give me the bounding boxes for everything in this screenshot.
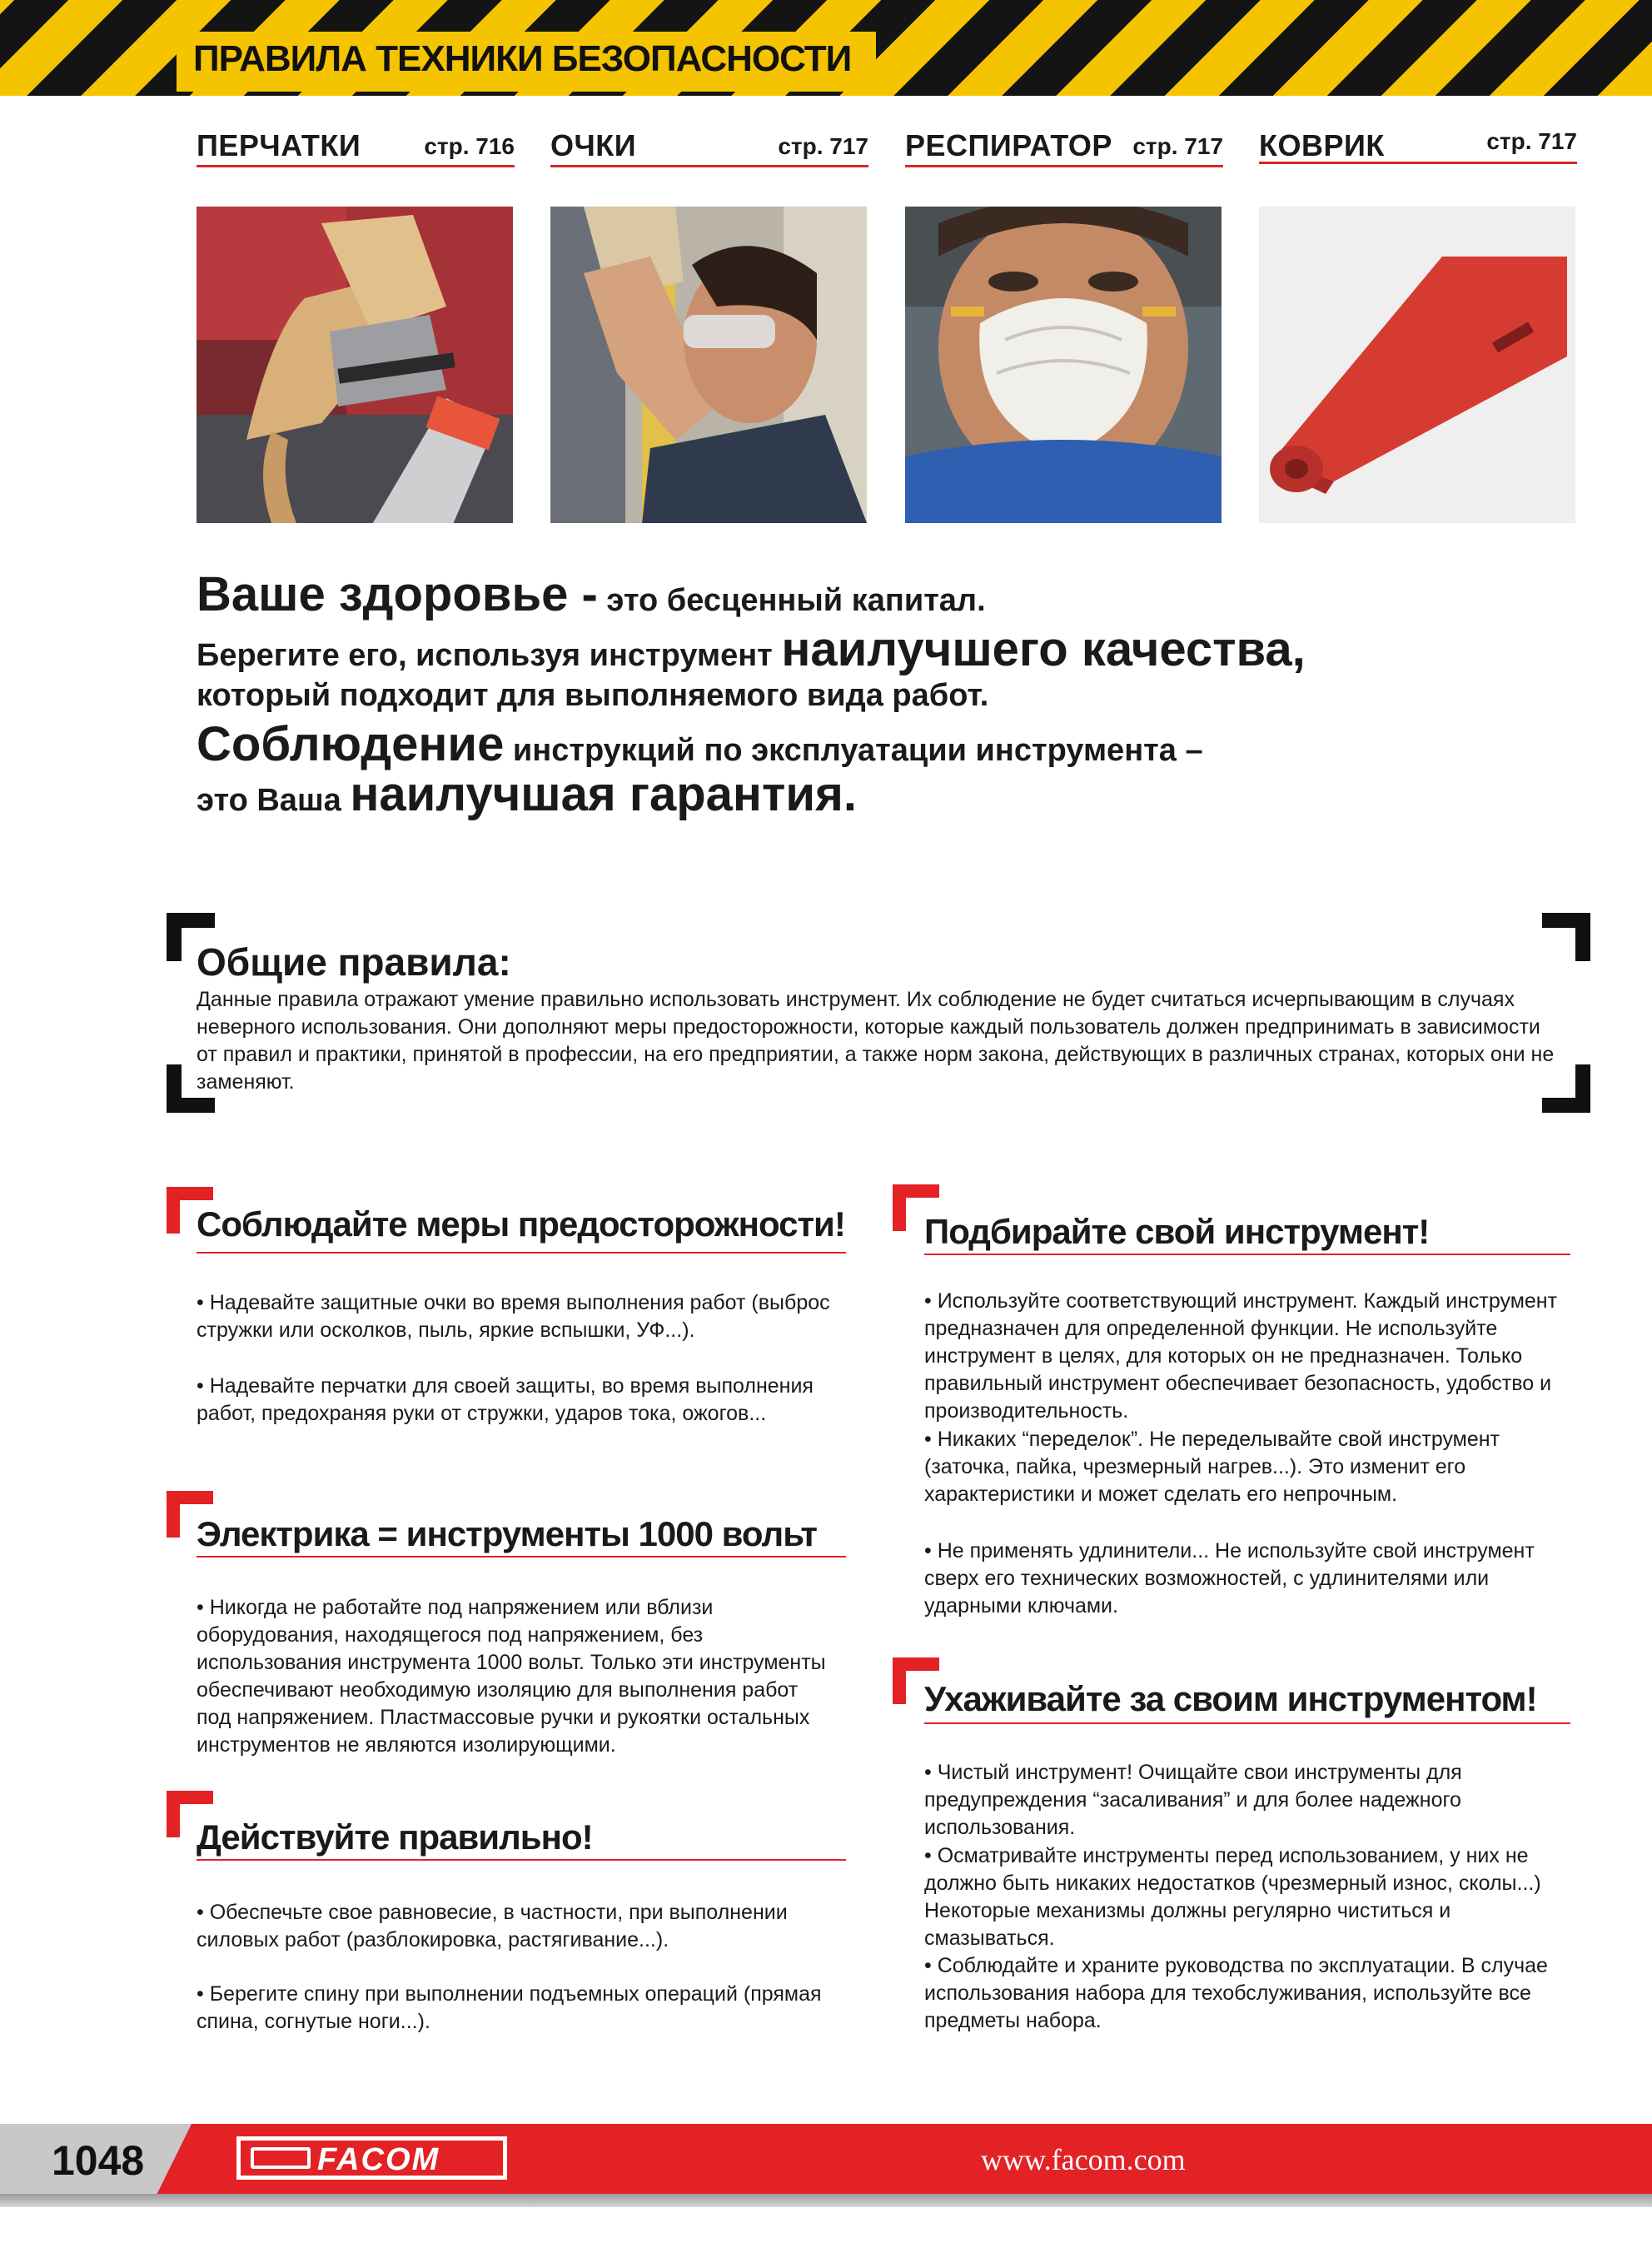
section-underline	[924, 1254, 1570, 1255]
product-heading-mat	[1259, 122, 1577, 164]
slogan-line-4	[197, 716, 1203, 772]
product-heading-goggles	[550, 125, 868, 167]
website-link[interactable]: www.facom.com	[981, 2143, 1186, 2176]
list-item-text: Никогда не работайте под напряжением или вблизи оборудования, находящегося под напряжением, без использования инструмента 1000 вольт. Только эти инструменты обеспечивают необходимую изоляцию для выполнения работ под напряжением. Пластмассовые ручки и рукоятки остальных инструментов не являются изолирующими.	[197, 1596, 826, 1757]
list-item: • Надевайте защитные очки во время выполнения работ (выброс стружки или осколков, пыль, яркие вспышки, УФ...).	[197, 1291, 830, 1342]
product-name: РЕСПИРАТОР	[905, 128, 1112, 162]
slogan-line-5	[197, 766, 857, 822]
product-page-ref: стр. 717	[778, 133, 868, 159]
list-item-text: Используйте соответствующий инструмент. Каждый инструмент предназначен для определенной функции. Не используйте инструмент в целях, для которых он не предназначен. Только правильный инструмент обеспечивает безопасность, удобство и производительность.	[924, 1289, 1558, 1423]
product-page-ref: стр. 717	[1132, 133, 1223, 159]
section-title-care: Ухаживайте за своим инструментом!	[924, 1679, 1537, 1718]
list-item-text: Соблюдайте и храните руководства по эксплуатации. В случае использования набора для техобслуживания, используйте все предметы набора.	[924, 1954, 1548, 2032]
section-underline	[197, 1556, 846, 1558]
list-item: • Чистый инструмент! Очищайте свои инструменты для предупреждения “засаливания” и для более надежного использования.	[924, 1761, 1462, 1839]
brand-name: FACOM	[317, 2142, 440, 2177]
product-name: ПЕРЧАТКИ	[197, 128, 361, 162]
general-rules-title: Общие правила:	[197, 940, 511, 984]
section-title-precautions: Соблюдайте меры предосторожности!	[197, 1204, 845, 1244]
list-item: • Используйте соответствующий инструмент. Каждый инструмент предназначен для определенной функции. Не используйте инструмент в целях, для которых он не предназначен. Только правильный инструмент обеспечивает безопасность, удобство и производительность.	[924, 1289, 1558, 1423]
corner-mark-top-right	[1542, 913, 1590, 961]
slogan-emphasis: Ваше здоровье -	[197, 567, 598, 621]
list-item: • Никаких “переделок”. Не переделывайте свой инструмент (заточка, пайка, чрезмерный нагрев...). Это изменит его характеристики и может сделать его непрочным.	[924, 1428, 1500, 1506]
slogan-text: Берегите его, используя инструмент	[197, 638, 782, 673]
list-item-text: Надевайте защитные очки во время выполнения работ (выброс стружки или осколков, пыль, яркие вспышки, УФ...).	[197, 1291, 830, 1342]
list-item: • Осматривайте инструменты перед использованием, у них не должно быть никаких недостатков (чрезмерный износ, сколы...) Некоторые механизмы должны регулярно чиститься и смазываться.	[924, 1844, 1541, 1950]
slogan-emphasis: Соблюдение	[197, 717, 505, 771]
goggles-photo	[550, 207, 867, 523]
section-underline	[197, 1859, 846, 1861]
section-title-electric: Электрика = инструменты 1000 вольт	[197, 1514, 817, 1553]
product-name: КОВРИК	[1259, 128, 1385, 162]
facom-logo	[236, 2136, 507, 2180]
list-item: • Соблюдайте и храните руководства по эксплуатации. В случае использования набора для техобслуживания, используйте все предметы набора.	[924, 1954, 1548, 2032]
list-item: • Обеспечьте свое равновесие, в частности, при выполнении силовых работ (разблокировка, растягивание...).	[197, 1901, 788, 1951]
product-heading-gloves	[197, 125, 515, 167]
list-item: • Надевайте перчатки для своей защиты, во время выполнения работ, предохраняя руки от стружки, ударов тока, ожогов...	[197, 1374, 814, 1425]
product-heading-respirator	[905, 125, 1223, 167]
list-item-text: Берегите спину при выполнении подъемных операций (прямая спина, согнутые ноги...).	[197, 1982, 822, 2033]
list-item-text: Осматривайте инструменты перед использованием, у них не должно быть никаких недостатков (чрезмерный износ, сколы...) Некоторые механизмы должны регулярно чиститься и смазываться.	[924, 1844, 1541, 1950]
product-name: ОЧКИ	[550, 128, 637, 162]
gloves-photo	[197, 207, 513, 523]
list-item-text: Чистый инструмент! Очищайте свои инструменты для предупреждения “засаливания” и для более надежного использования.	[924, 1761, 1462, 1839]
slogan-text: который подходит для выполняемого вида работ.	[197, 678, 989, 713]
slogan-line-2	[197, 621, 1306, 677]
list-item: • Никогда не работайте под напряжением или вблизи оборудования, находящегося под напряжением, без использования инструмента 1000 вольт. Только эти инструменты обеспечивают необходимую изоляцию для выполнения работ под напряжением. Пластмассовые ручки и рукоятки остальных инструментов не являются изолирующими.	[197, 1596, 826, 1757]
mat-photo	[1259, 207, 1575, 523]
slogan-text: это Ваша	[197, 783, 351, 818]
slogan-emphasis: наилучшая гарантия.	[350, 767, 857, 821]
section-underline	[197, 1252, 846, 1254]
slogan-line-3	[197, 678, 988, 714]
list-item-text: Никаких “переделок”. Не переделывайте свой инструмент (заточка, пайка, чрезмерный нагрев...). Это изменит его характеристики и может сделать его непрочным.	[924, 1428, 1500, 1506]
list-item-text: Обеспечьте свое равновесие, в частности, при выполнении силовых работ (разблокировка, растягивание...).	[197, 1901, 788, 1951]
slogan-emphasis: наилучшего качества,	[781, 622, 1306, 676]
slogan-text: инструкций по эксплуатации инструмента –	[504, 733, 1203, 768]
list-item: • Не применять удлинители... Не используйте свой инструмент сверх его технических возможностей, с удлинителями или ударными ключами.	[924, 1539, 1535, 1617]
section-title-correct: Действуйте правильно!	[197, 1817, 593, 1857]
slogan-text: это бесценный капитал.	[597, 583, 986, 618]
footer-strip	[0, 2194, 1652, 2207]
section-title-choose: Подбирайте свой инструмент!	[924, 1212, 1430, 1251]
page-number: 1048	[52, 2137, 145, 2184]
respirator-photo	[905, 207, 1222, 523]
logo-wrench-icon	[251, 2147, 311, 2169]
slogan-line-1	[197, 566, 986, 622]
general-rules-text: Данные правила отражают умение правильно использовать инструмент. Их соблюдение не будет считаться исчерпывающим в случаях неверного использования. Они дополняют меры предосторожности, которые каждый пользователь должен предпринимать в зависимости от правил и практики, принятой в профессии, на его предприятии, а также норм закона, действующих в различных странах, которых они не заменяют.	[197, 988, 1555, 1094]
list-item-text: Надевайте перчатки для своей защиты, во время выполнения работ, предохраняя руки от стружки, ударов тока, ожогов...	[197, 1374, 814, 1425]
product-page-ref: стр. 717	[1486, 128, 1577, 154]
list-item: • Берегите спину при выполнении подъемных операций (прямая спина, согнутые ноги...).	[197, 1982, 822, 2033]
product-page-ref: стр. 716	[424, 133, 515, 159]
logo-background	[241, 2141, 503, 2176]
section-underline	[924, 1722, 1570, 1724]
page-title: ПРАВИЛА ТЕХНИКИ БЕЗОПАСНОСТИ	[193, 38, 852, 79]
list-item-text: Не применять удлинители... Не используйте свой инструмент сверх его технических возможностей, с удлинителями или ударными ключами.	[924, 1539, 1535, 1617]
